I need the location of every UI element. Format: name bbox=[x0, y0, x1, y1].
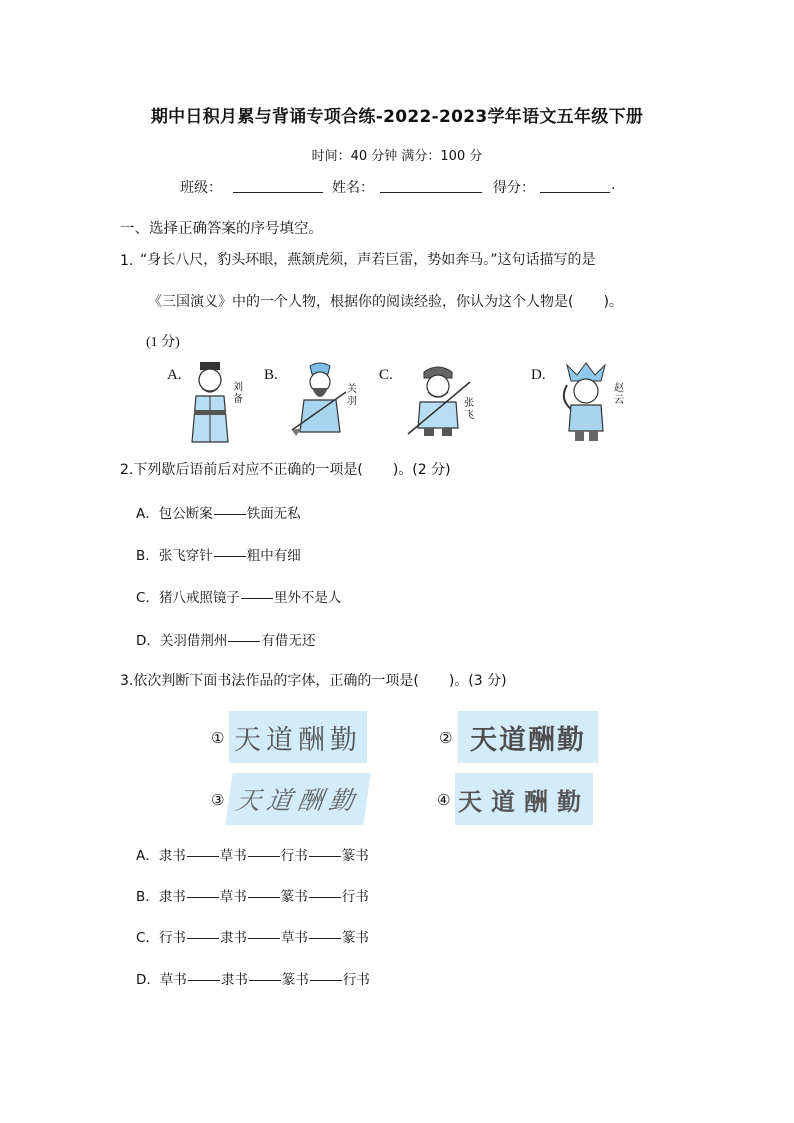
zhang-fei-char-2: 飞 bbox=[464, 410, 474, 421]
q1-line2-text: 《三国演义》中的一个人物，根据你的阅读经验，你认为这个人物是( bbox=[148, 294, 574, 310]
dash-line bbox=[187, 897, 219, 898]
dash-line bbox=[187, 856, 219, 857]
q2-option-a-back: 铁面无私 bbox=[246, 506, 301, 522]
script-name: 隶书 bbox=[219, 930, 247, 946]
q1-option-c-letter[interactable]: C. bbox=[379, 367, 393, 383]
section-heading: 一、选择正确答案的序号填空。 bbox=[120, 221, 323, 237]
q3-option-b-letter: B bbox=[136, 889, 146, 905]
zhao-yun-label bbox=[614, 383, 624, 407]
script-name: 篆书 bbox=[281, 972, 309, 988]
q1-line1: “身长八尺，豹头环眼，燕颔虎须，声若巨雷，势如奔马。”这句话描写的是 bbox=[140, 252, 596, 268]
script-name: 隶书 bbox=[220, 972, 248, 988]
q2-option-c-back: 里外不是人 bbox=[273, 590, 342, 606]
work-2-number: ② bbox=[439, 729, 453, 747]
q2-option-a-sep: ． bbox=[145, 506, 159, 522]
script-name: 篆书 bbox=[341, 930, 369, 946]
q2-option-b-front: 张飞穿针 bbox=[158, 548, 213, 564]
q3-option-c-letter: C bbox=[136, 930, 146, 946]
calligraphy-work-4: 天道酬勤 bbox=[455, 773, 593, 825]
q1-line2 bbox=[148, 292, 623, 312]
q2-option-d-back: 有借无还 bbox=[261, 633, 316, 649]
script-name: 草书 bbox=[219, 848, 247, 864]
q3-stem-end: )。(3 分) bbox=[448, 673, 507, 689]
q2-option-d-sep: ． bbox=[146, 633, 160, 649]
q2-option-d[interactable] bbox=[136, 629, 315, 649]
script-name: 行书 bbox=[341, 889, 369, 905]
score-blank[interactable] bbox=[540, 177, 610, 193]
liu-bei-char-1: 刘 bbox=[233, 382, 243, 393]
script-name: 草书 bbox=[280, 930, 308, 946]
q1-option-a-letter[interactable]: A. bbox=[167, 367, 182, 383]
q3-option-a-letter: A bbox=[136, 848, 146, 864]
dash-line bbox=[187, 938, 219, 939]
dash-line bbox=[214, 514, 246, 515]
guan-yu-char-2: 羽 bbox=[347, 396, 357, 407]
calligraphy-work-2: 天道酬勤 bbox=[458, 711, 598, 763]
script-name: 草书 bbox=[219, 889, 247, 905]
q2-option-c-front: 猪八戒照镜子 bbox=[158, 590, 240, 606]
calligraphy-work-1: 天道酬勤 bbox=[229, 711, 367, 763]
q3-option-c-sep: ． bbox=[145, 930, 159, 946]
guan-yu-figure-icon bbox=[290, 362, 352, 438]
q1-number: 1. bbox=[120, 253, 134, 269]
dash-line bbox=[228, 641, 260, 642]
calligraphy-work-3: 天道酬勤 bbox=[225, 773, 370, 825]
liu-bei-label bbox=[233, 382, 243, 406]
name-blank[interactable] bbox=[380, 177, 482, 193]
script-name: 篆书 bbox=[280, 889, 308, 905]
work-4-number: ④ bbox=[437, 791, 451, 809]
q2-option-a-letter: A bbox=[136, 506, 146, 522]
q2-option-a-front: 包公断案 bbox=[158, 506, 213, 522]
q2-option-d-letter: D bbox=[136, 633, 147, 649]
zhao-yun-char-2: 云 bbox=[614, 395, 624, 406]
script-name: 隶书 bbox=[158, 889, 186, 905]
dash-line bbox=[214, 556, 246, 557]
dash-line bbox=[248, 856, 280, 857]
zhang-fei-label bbox=[464, 398, 474, 422]
dash-line bbox=[241, 598, 273, 599]
q3-option-d-letter: D bbox=[136, 972, 147, 988]
info-end: . bbox=[611, 177, 616, 193]
class-label: 班级： bbox=[180, 180, 222, 196]
dash-line bbox=[188, 980, 220, 981]
q1-line2-end: )。 bbox=[603, 294, 623, 310]
q3-option-b[interactable] bbox=[136, 885, 369, 905]
q3-option-d[interactable] bbox=[136, 968, 370, 988]
q3-option-d-sep: ． bbox=[146, 972, 160, 988]
dash-line bbox=[249, 980, 281, 981]
q3-option-a[interactable] bbox=[136, 844, 369, 864]
script-name: 隶书 bbox=[158, 848, 186, 864]
q3-stem-text: 3.依次判断下面书法作品的字体，正确的一项是( bbox=[120, 673, 419, 689]
dash-line bbox=[309, 856, 341, 857]
zhao-yun-char-1: 赵 bbox=[614, 383, 624, 394]
script-name: 行书 bbox=[342, 972, 370, 988]
zhang-fei-char-1: 张 bbox=[464, 398, 474, 409]
class-blank[interactable] bbox=[233, 177, 323, 193]
score-label: 得分： bbox=[493, 180, 535, 196]
q2-stem-end: )。(2 分) bbox=[392, 462, 451, 478]
q2-option-b-letter: B bbox=[136, 548, 146, 564]
q3-option-a-sep: ． bbox=[145, 848, 159, 864]
name-label: 姓名： bbox=[332, 180, 374, 196]
script-name: 草书 bbox=[159, 972, 187, 988]
dash-line bbox=[309, 897, 341, 898]
q1-option-b-letter[interactable]: B. bbox=[264, 367, 278, 383]
q2-option-a[interactable] bbox=[136, 502, 301, 522]
dash-line bbox=[309, 938, 341, 939]
q2-option-b-back: 粗中有细 bbox=[246, 548, 301, 564]
q1-option-d-letter[interactable]: D. bbox=[531, 367, 546, 383]
q2-stem bbox=[120, 460, 451, 480]
q3-option-b-sep: ． bbox=[145, 889, 159, 905]
work-3-number: ③ bbox=[211, 791, 225, 809]
zhao-yun-figure-icon bbox=[557, 361, 615, 443]
q1-score: (1 分) bbox=[146, 335, 180, 350]
page-title: 期中日积月累与背诵专项合练-2022-2023学年语文五年级下册 bbox=[150, 107, 644, 127]
q2-option-c-letter: C bbox=[136, 590, 146, 606]
time-score-line: 时间：40 分钟 满分：100 分 bbox=[311, 149, 483, 164]
guan-yu-label bbox=[347, 384, 357, 408]
dash-line bbox=[248, 938, 280, 939]
work-1-number: ① bbox=[211, 729, 225, 747]
dash-line bbox=[248, 897, 280, 898]
guan-yu-char-1: 关 bbox=[347, 384, 357, 395]
script-name: 行书 bbox=[280, 848, 308, 864]
script-name: 篆书 bbox=[341, 848, 369, 864]
script-name: 行书 bbox=[158, 930, 186, 946]
q2-option-c[interactable] bbox=[136, 586, 341, 606]
q3-stem bbox=[120, 671, 507, 691]
q3-option-c[interactable] bbox=[136, 926, 369, 946]
liu-bei-char-2: 备 bbox=[233, 394, 243, 405]
dash-line bbox=[310, 980, 342, 981]
q2-option-b-sep: ． bbox=[145, 548, 159, 564]
q2-option-c-sep: ． bbox=[145, 590, 159, 606]
q2-stem-text: 2.下列歇后语前后对应不正确的一项是( bbox=[120, 462, 363, 478]
q2-option-b[interactable] bbox=[136, 544, 301, 564]
q2-option-d-front: 关羽借荆州 bbox=[159, 633, 228, 649]
